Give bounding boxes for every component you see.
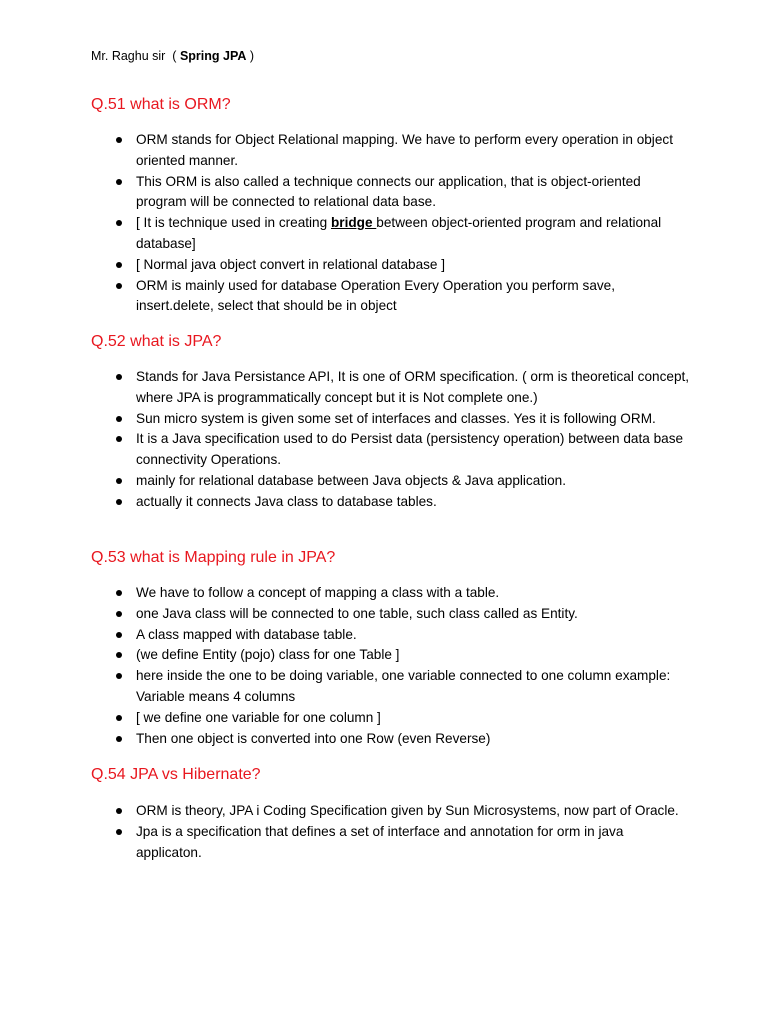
list-item [0,645,691,666]
list-item [0,604,691,625]
section-title-jpa-vs-hibernate: Q.54 JPA vs Hibernate? [91,766,261,783]
bullet-list-jpa [0,367,768,513]
list-item-text: here inside the one to be doing variable, one variable connected to one column example: Variable means 4 columns [136,668,671,704]
list-item [0,625,691,646]
list-item-text: Stands for Java Persistance API, It is one of ORM specification. ( orm is theoretical concept, where JPA is programmatically concept but it is Not complete one.) [136,369,690,405]
bullet-dot [116,829,122,835]
bullet-dot [116,611,122,617]
list-item-text: This ORM is also called a technique connects our application, that is object-oriented program will be connected to relational data base. [136,173,641,210]
header-open-paren: ( [172,49,177,63]
header-close-paren: ) [249,49,255,63]
bullet-dot [116,262,122,268]
list-item-text: mainly for relational database between Java objects & Java application. [136,472,566,488]
list-item [0,367,691,409]
section-title-orm: Q.51 what is ORM? [91,96,231,113]
list-item [0,409,691,430]
bullet-dot [116,590,122,596]
list-item [0,822,691,864]
bullet-dot [116,137,122,143]
list-item-text: ORM is mainly used for database Operation Every Operation you perform save, insert.delete, select that should be in object [136,277,616,314]
list-item-text: We have to follow a concept of mapping a class with a table. [136,585,500,600]
bullet-dot [116,808,122,814]
list-item-text: Sun micro system is given some set of interfaces and classes. Yes it is following ORM. [136,410,656,426]
list-item [0,276,691,318]
bullet-list-jpa-vs-hibernate [0,801,768,863]
list-item-text: It is a Java specification used to do Persist data (persistency operation) between data base connectivity Operations. [136,431,684,468]
bullet-dot [116,673,122,679]
bullet-dot [116,220,122,226]
bullet-dot [116,478,122,484]
bullet-dot [116,632,122,638]
list-item [0,130,691,172]
list-item-text: actually it connects Java class to database tables. [136,493,437,509]
list-item-text: one Java class will be connected to one table, such class called as Entity. [136,605,578,621]
list-item-text-after: between object-oriented program and relational database] [136,215,662,251]
bullet-dot [116,499,122,505]
list-item [0,429,691,471]
list-item-text: ORM stands for Object Relational mapping. We have to perform every operation in object oriented manner. [136,132,673,168]
bullet-dot [116,283,122,289]
list-item [0,729,691,750]
list-item-text: Jpa is a specification that defines a set of interface and annotation for orm in java applicaton. [136,823,624,860]
list-item [0,471,691,492]
list-item-text: (we define Entity (pojo) class for one Table ] [136,647,400,663]
bullet-dot [116,715,122,721]
list-item-text: A class mapped with database table. [136,626,357,642]
list-item [0,213,691,255]
header-topic: Spring JPA [179,49,247,63]
list-item [0,492,691,513]
list-item [0,666,691,708]
page-header [91,48,254,64]
list-item-text: Then one object is converted into one Row (even Reverse) [136,730,491,746]
emphasis-bridge: bridge [330,215,377,231]
list-item [0,255,691,276]
list-item-text: ORM is theory, JPA i Coding Specification given by Sun Microsystems, now part of Oracle. [136,803,679,818]
list-item [0,172,691,214]
bullet-dot [116,179,122,185]
bullet-dot [116,374,122,380]
section-title-jpa: Q.52 what is JPA? [91,333,222,350]
bullet-list-mapping-rule [0,583,768,749]
bullet-dot [116,436,122,442]
list-item-text: [ we define one variable for one column ] [136,709,381,725]
bullet-dot [116,416,122,422]
author-name: Mr. Raghu sir [91,49,166,63]
bullet-list-orm [0,130,768,317]
section-title-mapping-rule: Q.53 what is Mapping rule in JPA? [91,549,336,566]
list-item-text: [ Normal java object convert in relational database ] [136,256,446,272]
list-item [0,583,691,604]
list-item-text-before: [ It is technique used in creating [136,215,331,231]
bullet-dot [116,652,122,658]
bullet-dot [116,736,122,742]
list-item [0,801,691,822]
list-item [0,708,691,729]
